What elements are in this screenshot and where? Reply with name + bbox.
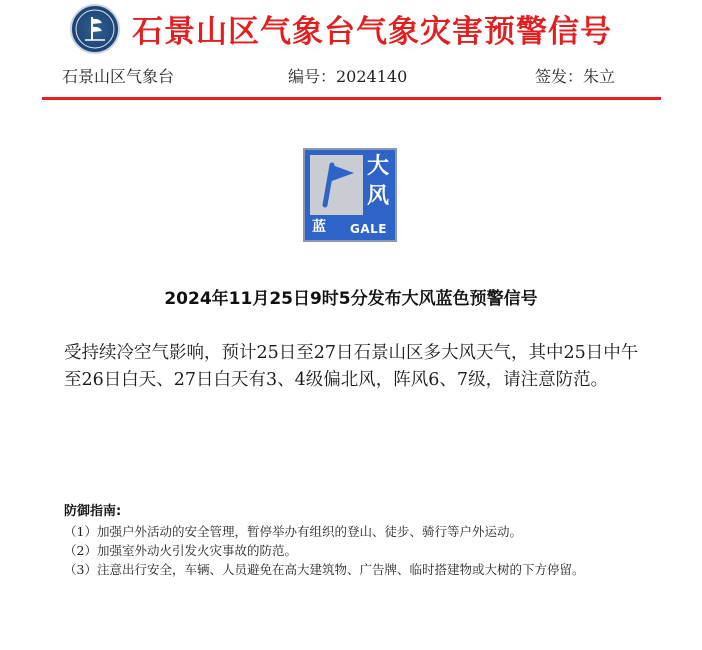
- sign-char-da: 大: [367, 154, 390, 179]
- gale-blue-warning-sign: [303, 148, 397, 242]
- guide-item: （3）注意出行安全，车辆、人员避免在高大建筑物、广告牌、临时搭建物或大树的下方停留。: [64, 562, 585, 577]
- sign-english: GALE: [350, 222, 387, 236]
- guide-item: （1）加强户外活动的安全管理，暂停举办有组织的登山、徒步、骑行等户外运动。: [64, 524, 522, 539]
- warning-body: 受持续冷空气影响，预计25日至27日石景山区多大风天气，其中25日中午至26日白天、27日白天有3、4级偏北风，阵风6、7级，请注意防范。: [64, 343, 639, 390]
- sign-panel: [310, 155, 363, 215]
- meteorological-emblem-icon: [70, 4, 120, 54]
- signer: 签发：朱立: [535, 67, 616, 86]
- guide-list: [64, 522, 644, 579]
- document-title: 石景山区气象台气象灾害预警信号: [132, 14, 612, 50]
- sign-char-feng: 风: [367, 184, 390, 209]
- issuer: 石景山区气象台: [62, 67, 175, 86]
- warning-headline: 2024年11月25日9时5分发布大风蓝色预警信号: [164, 289, 538, 309]
- guide-item: （2）加强室外动火引发火灾事故的防范。: [64, 543, 297, 558]
- sign-level: 蓝: [312, 219, 326, 235]
- header-divider: [42, 97, 661, 100]
- wind-flag-icon: [310, 155, 363, 215]
- document-number: 编号：2024140: [288, 67, 408, 86]
- guide-title: 防御指南:: [64, 504, 122, 519]
